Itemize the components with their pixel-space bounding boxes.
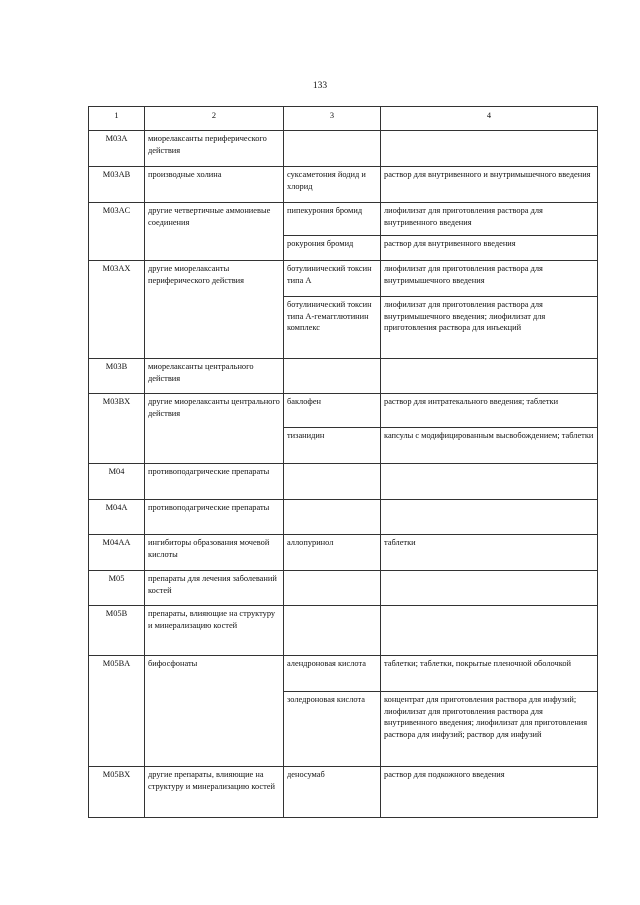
atc-code: M05BA xyxy=(89,656,145,767)
drug-name xyxy=(284,464,381,500)
drug-table xyxy=(88,106,598,818)
table-row xyxy=(89,571,598,606)
group-name: миорелаксанты центрального действия xyxy=(145,359,284,394)
drug-name: пипекурония бромид xyxy=(284,203,381,236)
atc-code: M05 xyxy=(89,571,145,606)
group-name: бифосфонаты xyxy=(145,656,284,767)
table-row xyxy=(89,500,598,535)
header-col-4: 4 xyxy=(381,107,598,131)
atc-code: M03AC xyxy=(89,203,145,261)
drug-name: тизанидин xyxy=(284,428,381,464)
dosage-form xyxy=(381,571,598,606)
table-row xyxy=(89,535,598,571)
atc-code: M05B xyxy=(89,606,145,656)
dosage-form xyxy=(381,464,598,500)
group-name: другие миорелаксанты периферического действия xyxy=(145,261,284,359)
atc-code: M03A xyxy=(89,131,145,167)
table-row xyxy=(89,359,598,394)
table-row xyxy=(89,394,598,428)
table-row xyxy=(89,767,598,818)
group-name: противоподагрические препараты xyxy=(145,500,284,535)
header-col-2: 2 xyxy=(145,107,284,131)
page-number: 133 xyxy=(312,81,328,91)
drug-name: рокурония бромид xyxy=(284,236,381,261)
drug-name xyxy=(284,131,381,167)
table-row xyxy=(89,203,598,236)
dosage-form: раствор для внутривенного введения xyxy=(381,236,598,261)
dosage-form: концентрат для приготовления раствора для инфузий; лиофилизат для приготовления раствора для внутривенного введения; лиофилизат для приготовления раствора для инфузий; раствор для инфузий xyxy=(381,692,598,767)
atc-code: M03BX xyxy=(89,394,145,464)
dosage-form: лиофилизат для приготовления раствора для внутривенного введения xyxy=(381,203,598,236)
atc-code: M04AA xyxy=(89,535,145,571)
dosage-form xyxy=(381,131,598,167)
drug-name: суксаметония йодид и хлорид xyxy=(284,167,381,203)
group-name: ингибиторы образования мочевой кислоты xyxy=(145,535,284,571)
dosage-form: лиофилизат для приготовления раствора для внутримышечного введения xyxy=(381,261,598,297)
dosage-form: раствор для интратекального введения; таблетки xyxy=(381,394,598,428)
header-col-3: 3 xyxy=(284,107,381,131)
group-name: другие четвертичные аммониевые соединения xyxy=(145,203,284,261)
drug-name xyxy=(284,359,381,394)
group-name: миорелаксанты периферического действия xyxy=(145,131,284,167)
table-row xyxy=(89,167,598,203)
atc-code: M04A xyxy=(89,500,145,535)
drug-name: аллопуринол xyxy=(284,535,381,571)
table-row xyxy=(89,261,598,297)
drug-name: ботулинический токсин типа А xyxy=(284,261,381,297)
atc-code: M04 xyxy=(89,464,145,500)
dosage-form: раствор для внутривенного и внутримышечного введения xyxy=(381,167,598,203)
group-name: противоподагрические препараты xyxy=(145,464,284,500)
table-row xyxy=(89,606,598,656)
atc-code: M03AB xyxy=(89,167,145,203)
dosage-form xyxy=(381,359,598,394)
table-row xyxy=(89,464,598,500)
header-col-1: 1 xyxy=(89,107,145,131)
group-name: препараты для лечения заболеваний костей xyxy=(145,571,284,606)
drug-name: деносумаб xyxy=(284,767,381,818)
table-row xyxy=(89,656,598,692)
group-name: другие препараты, влияющие на структуру и минерализацию костей xyxy=(145,767,284,818)
drug-name xyxy=(284,571,381,606)
group-name: препараты, влияющие на структуру и минерализацию костей xyxy=(145,606,284,656)
table-header-row xyxy=(89,107,598,131)
atc-code: M03AX xyxy=(89,261,145,359)
dosage-form: лиофилизат для приготовления раствора для внутримышечного введения; лиофилизат для приготовления раствора для инъекций xyxy=(381,297,598,359)
dosage-form xyxy=(381,606,598,656)
dosage-form: таблетки xyxy=(381,535,598,571)
dosage-form: таблетки; таблетки, покрытые пленочной оболочкой xyxy=(381,656,598,692)
group-name: производные холина xyxy=(145,167,284,203)
drug-name: золедроновая кислота xyxy=(284,692,381,767)
atc-code: M05BX xyxy=(89,767,145,818)
dosage-form: капсулы с модифицированным высвобождением; таблетки xyxy=(381,428,598,464)
drug-name xyxy=(284,500,381,535)
group-name: другие миорелаксанты центрального действия xyxy=(145,394,284,464)
atc-code: M03B xyxy=(89,359,145,394)
drug-name: ботулинический токсин типа А-гемагглютинин комплекс xyxy=(284,297,381,359)
drug-name xyxy=(284,606,381,656)
table-row xyxy=(89,131,598,167)
dosage-form: раствор для подкожного введения xyxy=(381,767,598,818)
drug-name: алендроновая кислота xyxy=(284,656,381,692)
drug-name: баклофен xyxy=(284,394,381,428)
dosage-form xyxy=(381,500,598,535)
